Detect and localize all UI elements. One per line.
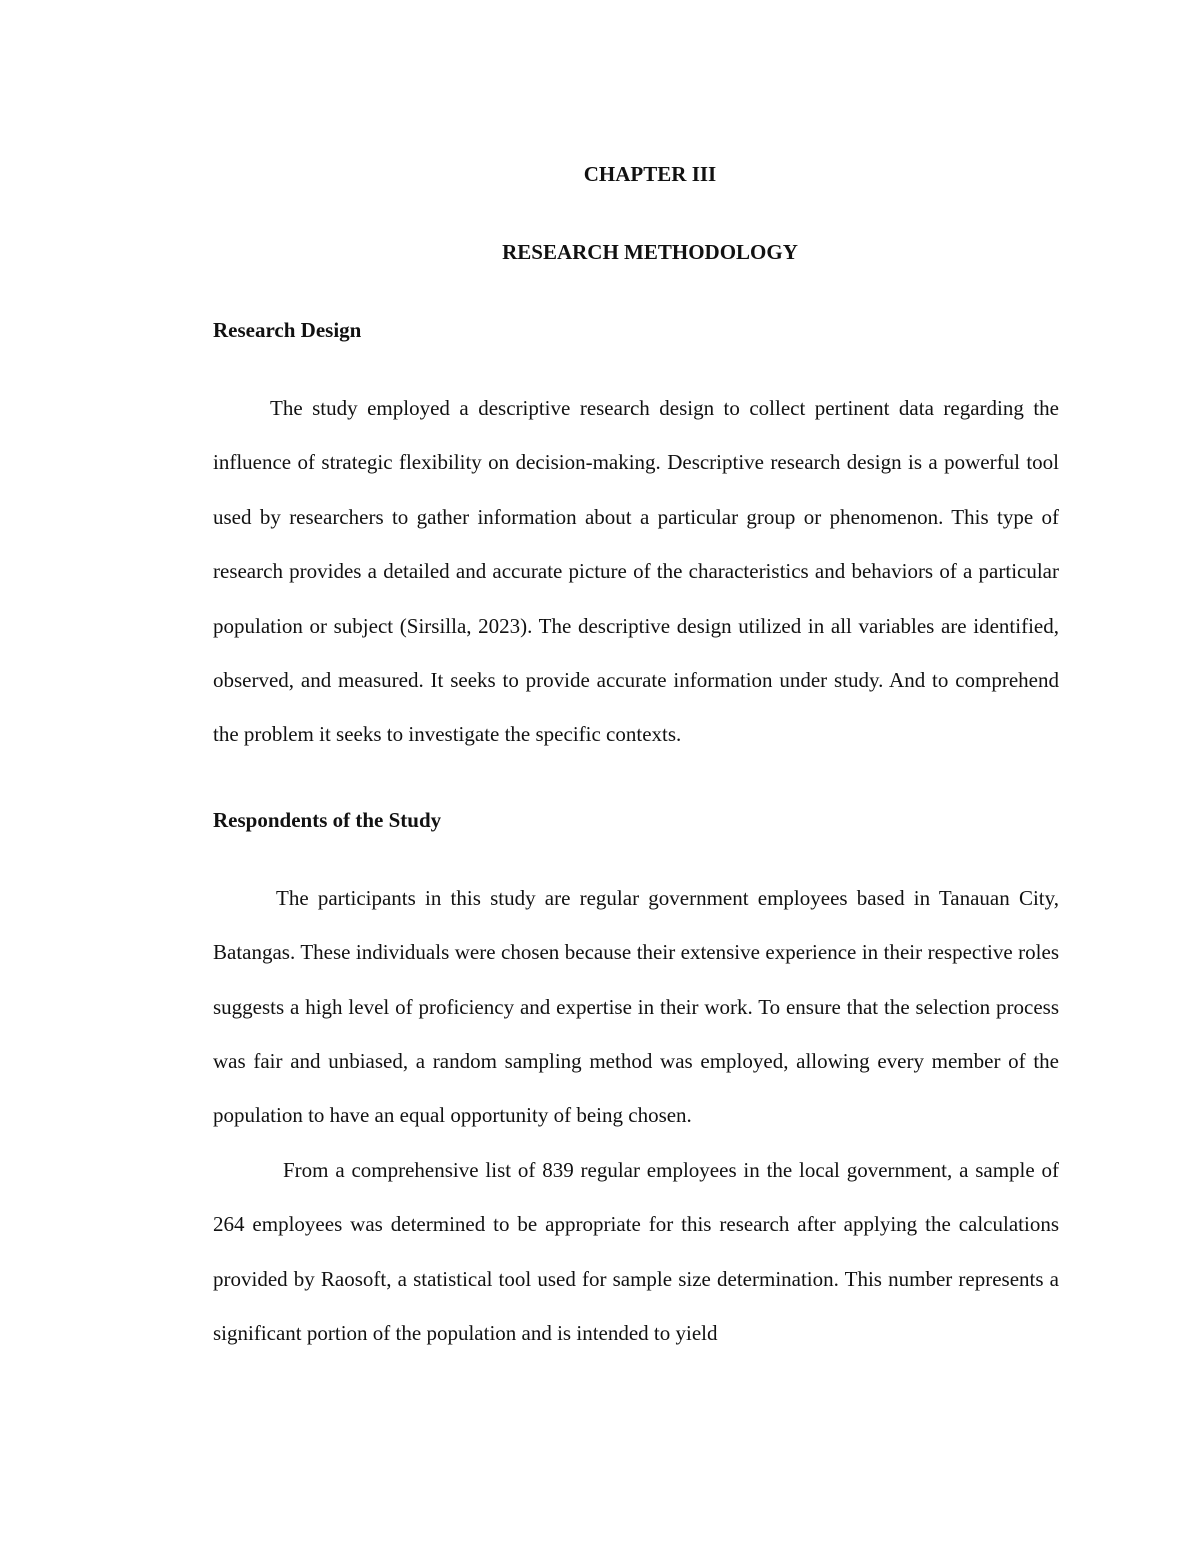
chapter-title: RESEARCH METHODOLOGY (502, 240, 798, 264)
section-heading-research-design: Research Design (213, 318, 362, 342)
research-design-paragraph: The study employed a descriptive research design to collect pertinent data regarding the influence of strategic flexibility on decision-making. Descriptive research design is a powerful tool used by researchers to gather information about a particular group or phenomenon. This type of research provides a detailed and accurate picture of the characteristics and behaviors of a particular population or subject (Sirsilla, 2023). The descriptive design utilized in all variables are identified, observed, and measured. It seeks to provide accurate information under study. And to comprehend the problem it seeks to investigate the specific contexts. (213, 396, 1059, 747)
respondents-paragraph-2: From a comprehensive list of 839 regular employees in the local government, a sample of 264 employees was determined to be appropriate for this research after applying the calculations provided by Raosoft, a statistical tool used for sample size determination. This number represents a significant portion of the population and is intended to yield (213, 1157, 1059, 1346)
respondents-paragraph-1: The participants in this study are regular government employees based in Tanauan City, Batangas. These individuals were chosen because their extensive experience in their respective roles suggests a high level of proficiency and expertise in their work. To ensure that the selection process was fair and unbiased, a random sampling method was employed, allowing every member of the population to have an equal opportunity of being chosen. (213, 885, 1059, 1128)
chapter-label: CHAPTER III (583, 162, 717, 186)
page-content (213, 156, 1059, 1361)
section-heading-respondents: Respondents of the Study (213, 807, 442, 832)
